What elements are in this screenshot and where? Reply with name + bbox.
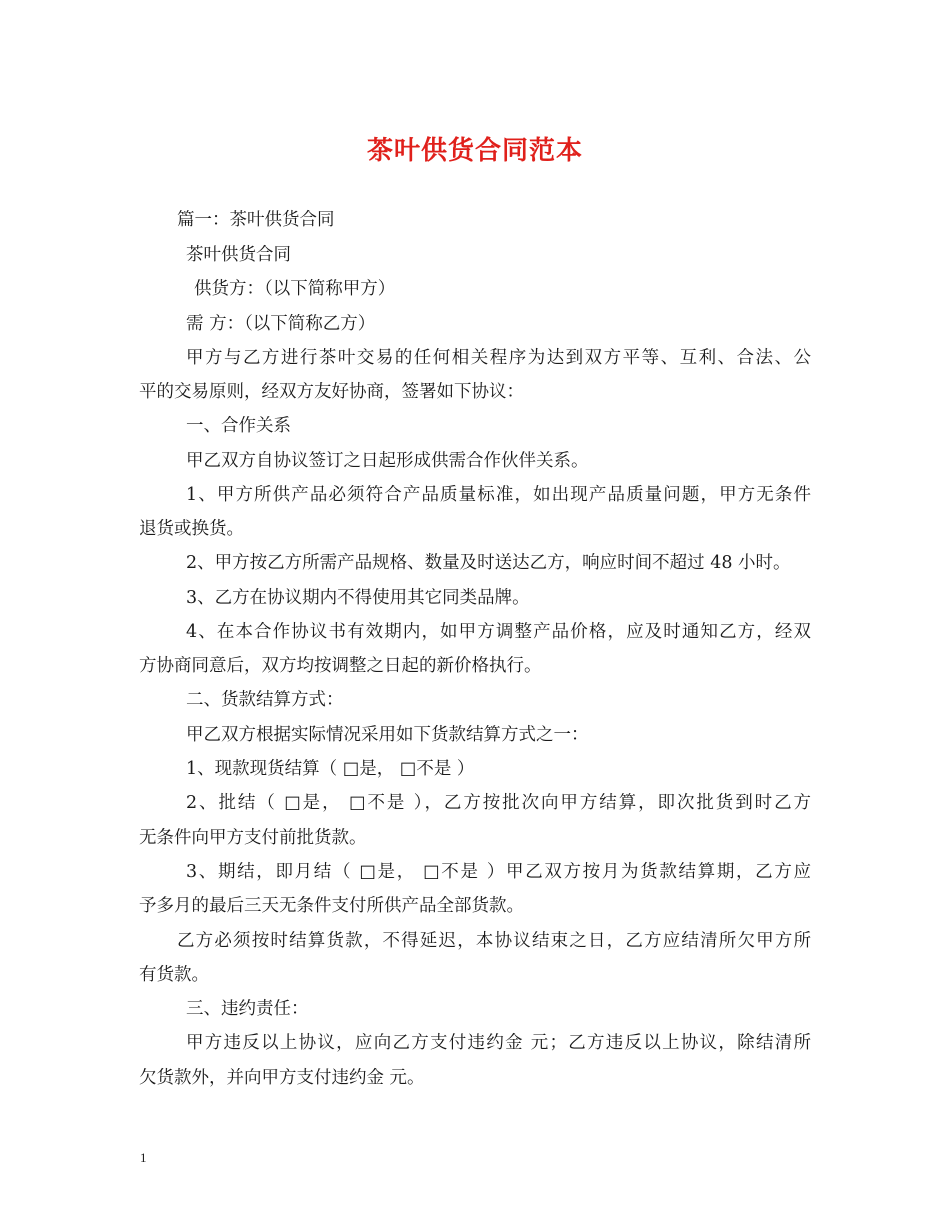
paragraph-line: 1、甲方所供产品必须符合产品质量标准，如出现产品质量问题，甲方无条件 bbox=[186, 485, 811, 505]
paragraph-line: 欠货款外，并向甲方支付违约金 元。 bbox=[139, 1068, 425, 1088]
clause-heading: 二、货款结算方式： bbox=[186, 690, 344, 710]
paragraph-line: 4、在本合作协议书有效期内，如甲方调整产品价格，应及时通知乙方，经双 bbox=[186, 622, 811, 642]
paragraph-line: 予多月的最后三天无条件支付所供产品全部货款。 bbox=[139, 896, 524, 916]
buyer-line: 需 方：（以下简称乙方） bbox=[186, 314, 376, 334]
clause-heading: 三、违约责任： bbox=[186, 999, 309, 1019]
paragraph-line: 方协商同意后，双方均按调整之日起的新价格执行。 bbox=[139, 656, 542, 676]
paragraph-line: 甲乙双方自协议签订之日起形成供需合作伙伴关系。 bbox=[186, 451, 589, 471]
page-number: 1 bbox=[140, 1150, 147, 1165]
clause-heading: 一、合作关系 bbox=[186, 416, 291, 436]
section-heading: 篇一：茶叶供货合同 bbox=[177, 210, 335, 230]
paragraph-line: 平的交易原则，经双方友好协商，签署如下协议： bbox=[139, 382, 524, 402]
paragraph-line: 1、现款现货结算（ □是， □不是 ） bbox=[186, 759, 475, 779]
paragraph-line: 3、期结，即月结（ □是， □不是 ）甲乙双方按月为货款结算期，乙方应 bbox=[186, 862, 811, 882]
paragraph-line: 有货款。 bbox=[139, 965, 209, 985]
paragraph-line: 乙方必须按时结算货款，不得延迟，本协议结束之日，乙方应结清所欠甲方所 bbox=[177, 931, 811, 951]
document-title: 茶叶供货合同范本 bbox=[366, 136, 583, 166]
contract-name: 茶叶供货合同 bbox=[186, 245, 291, 265]
paragraph-line: 甲方与乙方进行茶叶交易的任何相关程序为达到双方平等、互利、合法、公 bbox=[186, 348, 811, 368]
paragraph-line: 甲方违反以上协议，应向乙方支付违约金 元；乙方违反以上协议，除结清所 bbox=[186, 1033, 811, 1053]
paragraph-line: 2、甲方按乙方所需产品规格、数量及时送达乙方，响应时间不超过 48 小时。 bbox=[186, 553, 791, 573]
paragraph-line: 2、批结（ □是， □不是 ），乙方按批次向甲方结算，即次批货到时乙方 bbox=[186, 793, 811, 813]
paragraph-line: 无条件向甲方支付前批货款。 bbox=[139, 828, 367, 848]
paragraph-line: 甲乙双方根据实际情况采用如下货款结算方式之一： bbox=[186, 725, 589, 745]
paragraph-line: 退货或换货。 bbox=[139, 519, 244, 539]
supplier-line: 供货方：（以下简称甲方） bbox=[194, 279, 396, 299]
paragraph-line: 3、乙方在协议期内不得使用其它同类品牌。 bbox=[186, 588, 530, 608]
